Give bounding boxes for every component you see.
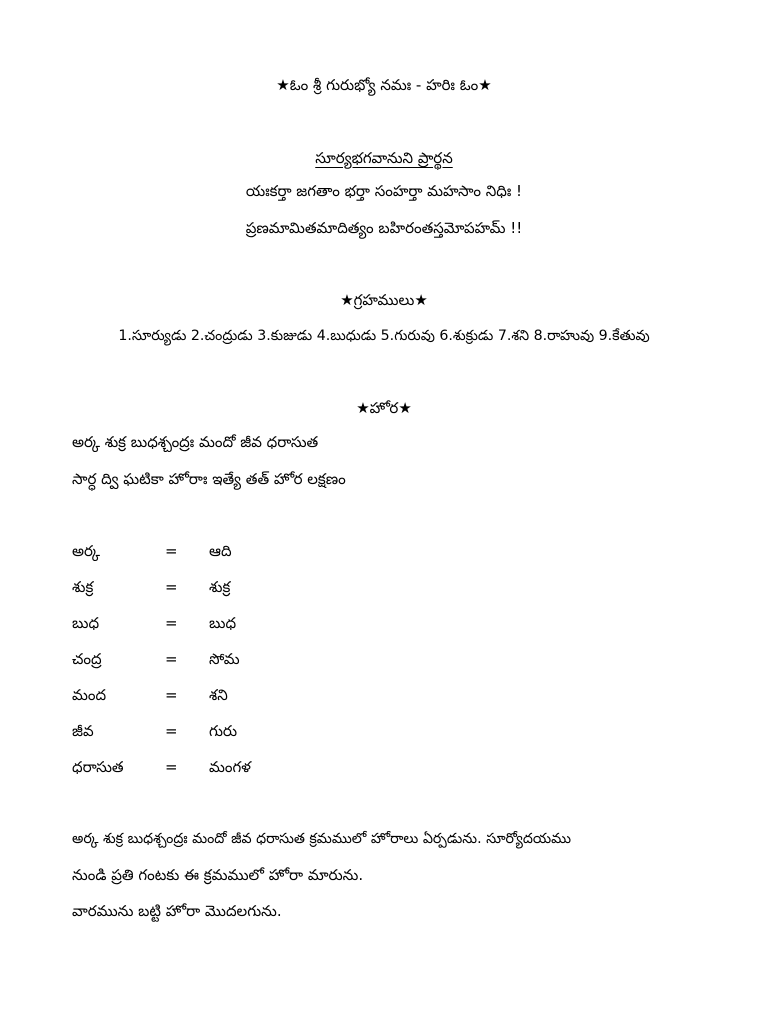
hora-verse-2: సార్ధ ద్వి ఘటికా హోరాః ఇత్యే తత్ హోర లక్షణం [72, 470, 346, 488]
equals-sign: = [165, 722, 178, 740]
equivalent-value: శుక్ర [209, 578, 231, 596]
equals-sign: = [165, 578, 178, 596]
equivalent-row [0, 757, 768, 777]
equivalent-row [0, 541, 768, 561]
prayer-line-2: ప్రణమామితమాదిత్యం బహిరంతస్తమోపహమ్ !! [245, 219, 523, 237]
equivalent-row [0, 577, 768, 597]
invocation-header: ★ఓం శ్రీ గురుభ్యో నమః - హరిః ఓం★ [276, 76, 492, 94]
hora-verse-1: అర్క శుక్ర బుధశ్చంద్రః మందో జీవ ధరాసుత [72, 433, 319, 451]
prayer-title: సూర్యభగవానుని ప్రార్థన [315, 149, 453, 167]
equals-sign: = [165, 542, 178, 560]
equivalent-row [0, 613, 768, 633]
equivalent-row [0, 721, 768, 741]
equivalent-term: చంద్ర [72, 650, 102, 668]
grahamulu-heading: ★గ్రహములు★ [340, 291, 428, 309]
equivalent-value: బుధ [209, 614, 237, 632]
equivalent-row [0, 685, 768, 705]
equivalent-value: సోమ [209, 650, 240, 668]
explanation-line-2: నుండి ప్రతి గంటకు ఈ క్రమములో హోరా మారును. [72, 866, 364, 884]
equals-sign: = [165, 614, 178, 632]
prayer-line-1: యఃకర్తా జగతాం భర్తా సంహర్తా మహసాం నిధిః ! [245, 182, 523, 200]
equivalent-value: ఆది [209, 542, 232, 560]
hora-heading: ★హోర★ [356, 399, 412, 417]
equivalent-term: బుధ [72, 614, 100, 632]
equivalent-term: మంద [72, 686, 107, 704]
equals-sign: = [165, 758, 178, 776]
equals-sign: = [165, 686, 178, 704]
explanation-line-3: వారమును బట్టి హోరా మొదలగును. [72, 902, 282, 920]
equivalent-term: శుక్ర [72, 578, 94, 596]
grahamulu-list: 1.సూర్యుడు 2.చంద్రుడు 3.కుజుడు 4.బుధుడు 5.గురువు 6.శుక్రుడు 7.శని 8.రాహువు 9.కేతువు [118, 328, 650, 344]
equivalent-value: గురు [209, 722, 238, 740]
equivalent-term: జీవ [72, 722, 94, 740]
equivalent-term: అర్క [72, 542, 100, 560]
equivalent-term: ధరాసుత [72, 758, 124, 776]
equivalent-value: మంగళ [209, 758, 251, 776]
equivalent-value: శని [209, 686, 228, 704]
equals-sign: = [165, 650, 178, 668]
explanation-line-1: అర్క శుక్ర బుధశ్చంద్రః మందో జీవ ధరాసుత క్రమములో హోరాలు ఏర్పడును. సూర్యోదయము [72, 831, 572, 847]
equivalent-row [0, 649, 768, 669]
